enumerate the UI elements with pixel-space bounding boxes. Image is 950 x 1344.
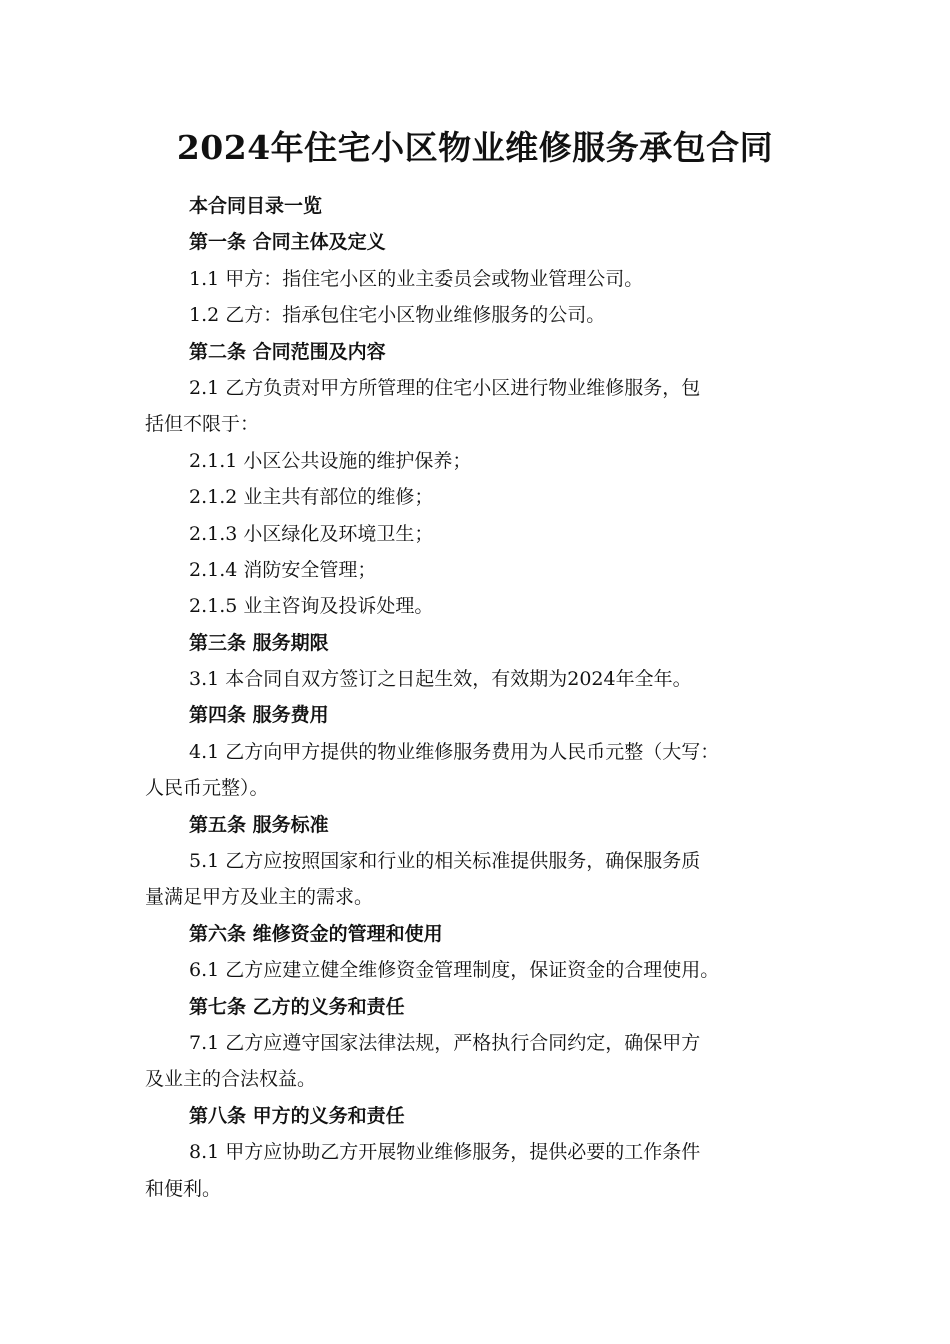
document-title: 2024年住宅小区物业维修服务承包合同 (176, 128, 774, 167)
paragraph-line: 及业主的合法权益。 (145, 1068, 317, 1091)
paragraph-line: 3.1 本合同自双方签订之日起生效，有效期为2024年全年。 (189, 668, 692, 691)
paragraph-line: 1.2 乙方：指承包住宅小区物业维修服务的公司。 (189, 304, 606, 327)
section-heading: 第五条 服务标准 (189, 813, 329, 836)
section-heading: 第六条 维修资金的管理和使用 (189, 922, 443, 945)
paragraph-line: 2.1.5 业主咨询及投诉处理。 (189, 595, 434, 618)
section-heading: 本合同目录一览 (189, 195, 323, 217)
section-heading: 第四条 服务费用 (189, 704, 329, 727)
section-heading: 第二条 合同范围及内容 (189, 340, 386, 363)
paragraph-line: 2.1.2 业主共有部位的维修； (189, 486, 434, 509)
section-heading: 第八条 甲方的义务和责任 (189, 1104, 405, 1127)
section-heading: 第七条 乙方的义务和责任 (189, 995, 405, 1018)
section-heading: 第一条 合同主体及定义 (189, 231, 386, 254)
paragraph-line: 2.1 乙方负责对甲方所管理的住宅小区进行物业维修服务，包 (189, 376, 701, 399)
paragraph-line: 5.1 乙方应按照国家和行业的相关标准提供服务，确保服务质 (189, 850, 701, 873)
document-body (145, 188, 810, 1207)
section-heading: 第三条 服务期限 (189, 631, 329, 654)
paragraph-line: 8.1 甲方应协助乙方开展物业维修服务，提供必要的工作条件 (189, 1141, 701, 1164)
paragraph-line: 4.1 乙方向甲方提供的物业维修服务费用为人民币元整（大写： (189, 740, 720, 763)
paragraph-line: 2.1.3 小区绿化及环境卫生； (189, 522, 434, 545)
paragraph-line: 括但不限于： (145, 413, 260, 436)
paragraph-line: 2.1.1 小区公共设施的维护保养； (189, 449, 472, 472)
paragraph-line: 和便利。 (145, 1177, 222, 1200)
paragraph-line: 6.1 乙方应建立健全维修资金管理制度，保证资金的合理使用。 (189, 959, 720, 982)
paragraph-line: 1.1 甲方：指住宅小区的业主委员会或物业管理公司。 (189, 267, 644, 290)
paragraph-line: 量满足甲方及业主的需求。 (145, 886, 374, 909)
paragraph-line: 7.1 乙方应遵守国家法律法规，严格执行合同约定，确保甲方 (189, 1031, 701, 1054)
paragraph-line: 人民币元整）。 (145, 777, 269, 800)
paragraph-line: 2.1.4 消防安全管理； (189, 558, 377, 581)
